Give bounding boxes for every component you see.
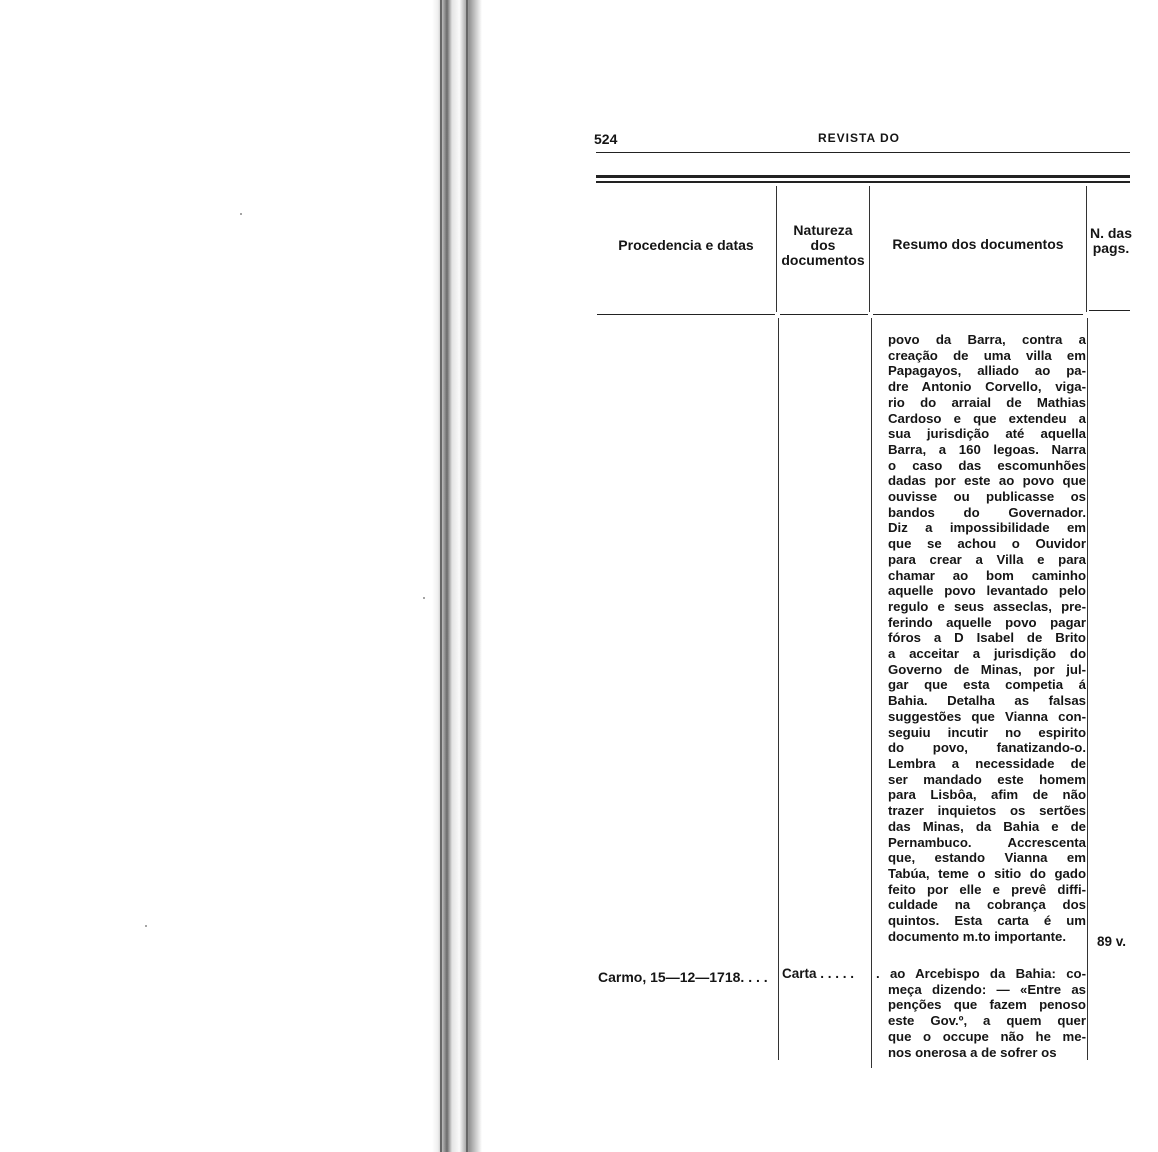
header-bottom-rule bbox=[1089, 310, 1130, 311]
text-line: nos onerosa a de sofrer os bbox=[888, 1044, 1057, 1060]
text-line: que o occupe não he me- bbox=[888, 1028, 1086, 1044]
page-number: 524 bbox=[594, 131, 618, 147]
text-line: Cardoso e que extendeu a bbox=[888, 410, 1086, 426]
text-line: regulo e seus asseclas, pre- bbox=[888, 598, 1086, 614]
table-top-rule bbox=[596, 175, 1130, 178]
text-line: . ao Arcebispo da Bahia: co- bbox=[876, 966, 1086, 981]
text-line: documento m.to importante. bbox=[888, 928, 1067, 944]
text-line: dre Antonio Corvello, viga- bbox=[888, 379, 1086, 395]
text-line: povo da Barra, contra a bbox=[888, 332, 1086, 347]
header-bottom-rule bbox=[597, 314, 775, 315]
text-line: quintos. Esta carta é um bbox=[888, 913, 1086, 929]
header-bottom-rule bbox=[873, 314, 1083, 315]
entry-procedencia: Carmo, 15—12—1718. . . . bbox=[598, 969, 768, 985]
text-line: do povo, fanatizando-o. bbox=[888, 740, 1086, 756]
text-line: feito por elle e prevê diffi- bbox=[888, 881, 1086, 897]
table-top-rule bbox=[596, 181, 1130, 183]
header-rule bbox=[596, 152, 1130, 153]
scan-speck bbox=[240, 213, 242, 215]
scan-speck bbox=[423, 597, 425, 599]
column-divider bbox=[778, 318, 779, 1060]
text-line: creação de uma villa em bbox=[888, 347, 1086, 363]
running-title: REVISTA DO bbox=[818, 131, 901, 145]
text-line: Pernambuco. Accrescenta bbox=[888, 834, 1086, 850]
text-line: ferindo aquelle povo pagar bbox=[888, 614, 1086, 630]
column-divider bbox=[1087, 318, 1088, 1060]
text-line: Tabúa, teme o sitio do gado bbox=[888, 865, 1086, 881]
text-line: para crear a Villa e para bbox=[888, 551, 1086, 567]
header-bottom-rule bbox=[780, 314, 868, 315]
text-line: bandos do Governador. bbox=[888, 504, 1086, 520]
text-line: aquelle povo levantado pelo bbox=[888, 583, 1086, 599]
scan-speck bbox=[145, 925, 147, 927]
entry-natureza: Carta . . . . . bbox=[782, 966, 855, 981]
text-line: fóros a D Isabel de Brito bbox=[888, 630, 1086, 646]
text-line: ser mandado este homem bbox=[888, 771, 1086, 787]
text-line: para Lisbôa, afim de não bbox=[888, 787, 1086, 803]
text-line: seguiu incutir no espirito bbox=[888, 724, 1086, 740]
text-line: trazer inquietos os sertões bbox=[888, 803, 1086, 819]
text-line: culdade na cobrança dos bbox=[888, 897, 1086, 913]
header-resumo: Resumo dos documentos bbox=[892, 236, 1064, 252]
text-line: Papagayos, alliado ao pa- bbox=[888, 363, 1086, 379]
header-procedencia: Procedencia e datas bbox=[618, 237, 754, 253]
text-line: Lembra a necessidade de bbox=[888, 755, 1086, 771]
text-line: dadas por este ao povo que bbox=[888, 473, 1086, 489]
text-line: sua jurisdição até aquella bbox=[888, 426, 1086, 442]
text-line: penções que fazem penoso bbox=[888, 997, 1086, 1013]
gutter-edge bbox=[440, 0, 442, 1152]
text-line: suggestões que Vianna con- bbox=[888, 708, 1086, 724]
text-line: das Minas, da Bahia e de bbox=[888, 818, 1086, 834]
resumo-next bbox=[876, 966, 1086, 1060]
text-line: que se achou o Ouvidor bbox=[888, 536, 1086, 552]
text-line: rio do arraial de Mathias bbox=[888, 394, 1086, 410]
text-line: Governo de Minas, por jul- bbox=[888, 661, 1086, 677]
text-line: Barra, a 160 legoas. Narra bbox=[888, 441, 1086, 457]
text-line: chamar ao bom caminho bbox=[888, 567, 1086, 583]
page-ref: 89 v. bbox=[1097, 934, 1127, 949]
header-natureza: Natureza dos documentos bbox=[781, 222, 865, 268]
header-paginas: N. das pags. bbox=[1089, 225, 1132, 256]
text-line: este Gov.º, a quem quer bbox=[888, 1013, 1086, 1029]
text-line: Bahia. Detalha as falsas bbox=[888, 693, 1086, 709]
text-line: a acceitar a jurisdição do bbox=[888, 646, 1086, 662]
text-line: meça dizendo: — «Entre as bbox=[888, 981, 1086, 997]
text-line: gar que esta competia á bbox=[888, 677, 1086, 693]
text-line: que, estando Vianna em bbox=[888, 850, 1086, 866]
gutter-edge bbox=[466, 0, 468, 1152]
column-divider bbox=[871, 318, 872, 1068]
column-divider bbox=[869, 186, 870, 312]
resumo-continued bbox=[888, 332, 1086, 944]
text-line: o caso das escomunhões bbox=[888, 457, 1086, 473]
text-line: Diz a impossibilidade em bbox=[888, 520, 1086, 536]
text-line: ouvisse ou publicasse os bbox=[888, 489, 1086, 505]
